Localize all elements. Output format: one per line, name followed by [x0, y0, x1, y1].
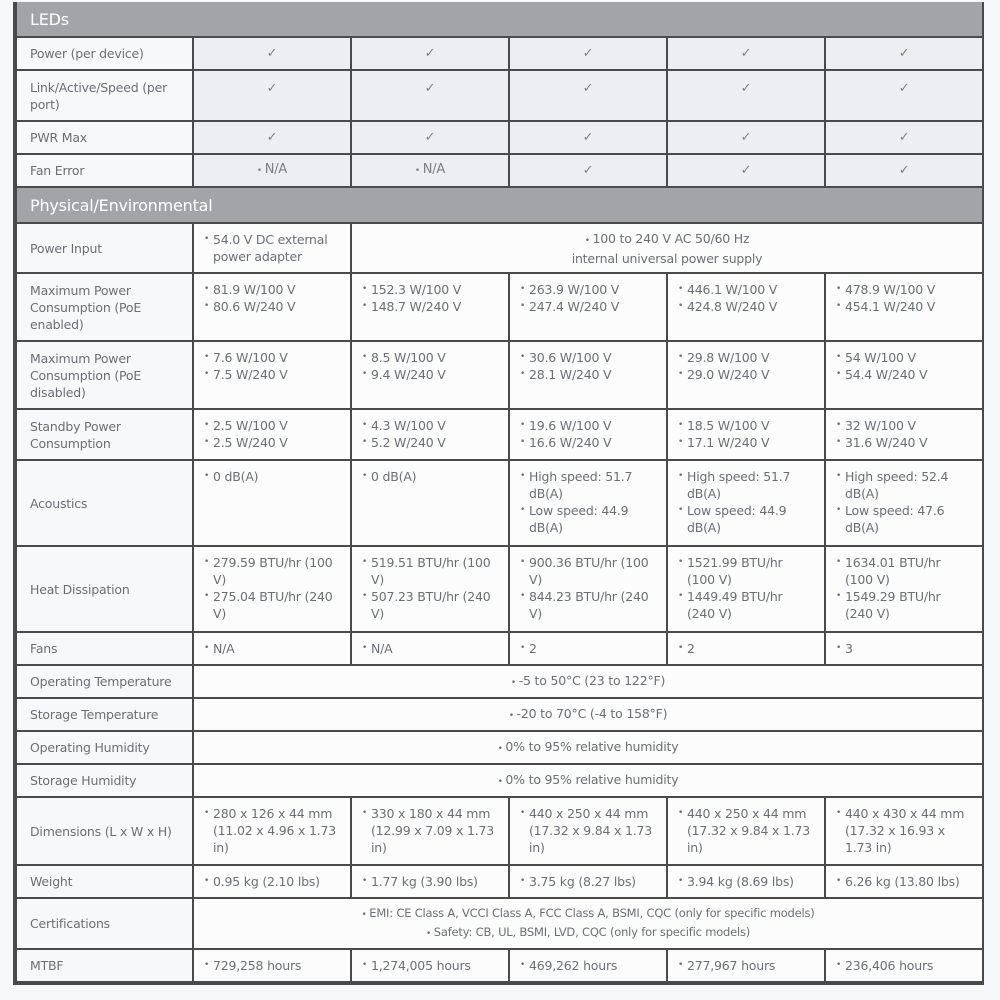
row-label: Maximum Power Consumption (PoE disabled): [16, 341, 193, 409]
spec-cell: [351, 632, 509, 665]
spec-row: [16, 797, 983, 865]
spec-row: [16, 949, 983, 982]
spec-value: • 440 x 250 x 44 mm (17.32 x 9.84 x 1.73 in): [680, 805, 814, 856]
row-label: Link/Active/Speed (per port): [16, 70, 193, 121]
spec-value: • 6.26 kg (13.80 lbs): [838, 873, 972, 890]
spec-value: • 31.6 W/240 V: [838, 434, 972, 451]
check-icon: ✓: [509, 121, 667, 154]
spec-value: • High speed: 51.7 dB(A): [680, 468, 814, 502]
check-icon: ✓: [667, 121, 825, 154]
spec-cell: [193, 546, 351, 632]
led-row: [16, 154, 983, 187]
spec-value: • 469,262 hours: [522, 957, 656, 974]
row-label: Operating Temperature: [16, 665, 193, 698]
spec-value: • 54 W/100 V: [838, 349, 972, 366]
spec-value: • 29.0 W/240 V: [680, 366, 814, 383]
row-label: Maximum Power Consumption (PoE enabled): [16, 273, 193, 341]
spec-value: • 440 x 430 x 44 mm (17.32 x 16.93 x 1.73 in): [838, 805, 972, 856]
row-label: Acoustics: [16, 460, 193, 546]
spec-cell: [351, 797, 509, 865]
spec-value: • 54.4 W/240 V: [838, 366, 972, 383]
spec-value: • 81.9 W/100 V: [206, 281, 340, 298]
row-label: Fan Error: [16, 154, 193, 187]
check-icon: ✓: [667, 70, 825, 121]
check-icon: ✓: [351, 37, 509, 70]
spec-cell: [825, 632, 983, 665]
spec-value: • 28.1 W/240 V: [522, 366, 656, 383]
spec-cell: [667, 273, 825, 341]
spec-cell: [351, 865, 509, 898]
spec-cell: [667, 865, 825, 898]
spec-row: [16, 460, 983, 546]
spec-value: • 7.6 W/100 V: [206, 349, 340, 366]
spec-cell: [667, 949, 825, 982]
check-icon: ✓: [193, 37, 351, 70]
spec-cell: [825, 797, 983, 865]
row-label: Power (per device): [16, 37, 193, 70]
spec-cell: [509, 797, 667, 865]
spec-cell: [193, 460, 351, 546]
spec-cell: [509, 273, 667, 341]
check-icon: ✓: [509, 70, 667, 121]
spec-cell: [193, 154, 351, 187]
spec-cell: [351, 223, 983, 273]
spec-row: [16, 764, 983, 797]
row-label: Power Input: [16, 223, 193, 273]
spec-value: • 9.4 W/240 V: [364, 366, 498, 383]
spec-cell: [825, 949, 983, 982]
check-icon: ✓: [825, 154, 983, 187]
spec-value: • Low speed: 47.6 dB(A): [838, 502, 972, 536]
spec-value: • Safety: CB, UL, BSMI, LVD, CQC (only for specific models): [194, 924, 982, 943]
spec-value: • 263.9 W/100 V: [522, 281, 656, 298]
spec-value: • -20 to 70°C (-4 to 158°F): [509, 706, 668, 721]
spec-cell: [193, 898, 983, 949]
spec-value: • N/A: [364, 640, 498, 657]
spec-value: • N/A: [257, 162, 287, 177]
spec-cell: [509, 546, 667, 632]
check-icon: ✓: [193, 121, 351, 154]
spec-cell: [351, 460, 509, 546]
spec-value: • 32 W/100 V: [838, 417, 972, 434]
spec-value: • 16.6 W/240 V: [522, 434, 656, 451]
spec-cell: [667, 797, 825, 865]
row-label: Certifications: [16, 898, 193, 949]
check-icon: ✓: [667, 37, 825, 70]
spec-value: • 3.94 kg (8.69 lbs): [680, 873, 814, 890]
spec-value: • High speed: 52.4 dB(A): [838, 468, 972, 502]
spec-cell: [667, 341, 825, 409]
spec-value: • 19.6 W/100 V: [522, 417, 656, 434]
spec-row: [16, 731, 983, 764]
spec-cell: [667, 546, 825, 632]
spec-row: [16, 632, 983, 665]
spec-value: • 729,258 hours: [206, 957, 340, 974]
row-label: Standby Power Consumption: [16, 409, 193, 460]
spec-value: • 1634.01 BTU/hr (100 V): [838, 554, 972, 588]
section-header-leds: LEDs: [16, 2, 983, 37]
spec-value: • N/A: [206, 640, 340, 657]
spec-value: • 1.77 kg (3.90 lbs): [364, 873, 498, 890]
row-label: Fans: [16, 632, 193, 665]
led-row: [16, 121, 983, 154]
spec-cell: [667, 632, 825, 665]
section-header-physical: Physical/Environmental: [16, 187, 983, 223]
spec-value: • 2.5 W/240 V: [206, 434, 340, 451]
spec-row: [16, 546, 983, 632]
spec-value: • 2.5 W/100 V: [206, 417, 340, 434]
check-icon: ✓: [351, 121, 509, 154]
spec-row: [16, 341, 983, 409]
spec-row: [16, 665, 983, 698]
spec-cell: [825, 460, 983, 546]
spec-cell: [193, 764, 983, 797]
check-icon: ✓: [825, 121, 983, 154]
spec-row: [16, 865, 983, 898]
spec-cell: [193, 865, 351, 898]
spec-table: [13, 2, 984, 985]
spec-value: internal universal power supply: [571, 250, 763, 266]
check-icon: ✓: [509, 154, 667, 187]
spec-value: • 440 x 250 x 44 mm (17.32 x 9.84 x 1.73 in): [522, 805, 656, 856]
spec-value: • 454.1 W/240 V: [838, 298, 972, 315]
check-icon: ✓: [193, 70, 351, 121]
spec-value: • 29.8 W/100 V: [680, 349, 814, 366]
spec-cell: [509, 632, 667, 665]
spec-cell: [193, 797, 351, 865]
check-icon: ✓: [667, 154, 825, 187]
spec-row: [16, 223, 983, 273]
spec-value: • -5 to 50°C (23 to 122°F): [511, 673, 665, 688]
spec-cell: [825, 409, 983, 460]
spec-cell: [667, 409, 825, 460]
spec-cell: [193, 632, 351, 665]
spec-value: • 30.6 W/100 V: [522, 349, 656, 366]
check-icon: ✓: [509, 37, 667, 70]
spec-value: • 279.59 BTU/hr (100 V): [206, 554, 340, 588]
check-icon: ✓: [351, 70, 509, 121]
spec-cell: [351, 546, 509, 632]
spec-cell: [351, 949, 509, 982]
spec-value: • EMI: CE Class A, VCCI Class A, FCC Class A, BSMI, CQC (only for specific models): [194, 905, 982, 924]
spec-value: • 478.9 W/100 V: [838, 281, 972, 298]
spec-value: • 0 dB(A): [364, 468, 498, 485]
spec-value: • 519.51 BTU/hr (100 V): [364, 554, 498, 588]
spec-value: • 844.23 BTU/hr (240 V): [522, 588, 656, 622]
led-row: [16, 70, 983, 121]
spec-value: • 100 to 240 V AC 50/60 Hz: [352, 230, 982, 250]
spec-value: • 2: [522, 640, 656, 657]
spec-cell: [825, 341, 983, 409]
spec-value: • 8.5 W/100 V: [364, 349, 498, 366]
spec-cell: [509, 949, 667, 982]
row-label: PWR Max: [16, 121, 193, 154]
spec-value: • 80.6 W/240 V: [206, 298, 340, 315]
spec-cell: [193, 698, 983, 731]
spec-value: • Low speed: 44.9 dB(A): [522, 502, 656, 536]
row-label: Storage Temperature: [16, 698, 193, 731]
spec-value: • 152.3 W/100 V: [364, 281, 498, 298]
spec-value: • 236,406 hours: [838, 957, 972, 974]
spec-value: • 0.95 kg (2.10 lbs): [206, 873, 340, 890]
spec-value: • 900.36 BTU/hr (100 V): [522, 554, 656, 588]
check-icon: ✓: [825, 37, 983, 70]
spec-row: [16, 898, 983, 949]
spec-cell: [825, 546, 983, 632]
spec-cell: [509, 409, 667, 460]
spec-value: • High speed: 51.7 dB(A): [522, 468, 656, 502]
spec-value: • 0% to 95% relative humidity: [498, 739, 679, 754]
spec-row: [16, 698, 983, 731]
spec-value: • 275.04 BTU/hr (240 V): [206, 588, 340, 622]
spec-cell: [351, 409, 509, 460]
spec-value: • 7.5 W/240 V: [206, 366, 340, 383]
spec-value: • 507.23 BTU/hr (240 V): [364, 588, 498, 622]
row-label: Heat Dissipation: [16, 546, 193, 632]
spec-value: • N/A: [415, 162, 445, 177]
spec-value: • 148.7 W/240 V: [364, 298, 498, 315]
spec-row: [16, 409, 983, 460]
spec-value: • 280 x 126 x 44 mm (11.02 x 4.96 x 1.73 in): [206, 805, 340, 856]
spec-value: • 1449.49 BTU/hr (240 V): [680, 588, 814, 622]
spec-value: • 330 x 180 x 44 mm (12.99 x 7.09 x 1.73 in): [364, 805, 498, 856]
spec-value: • 446.1 W/100 V: [680, 281, 814, 298]
spec-value: • 1521.99 BTU/hr (100 V): [680, 554, 814, 588]
spec-cell: [351, 273, 509, 341]
row-label: Dimensions (L x W x H): [16, 797, 193, 865]
spec-cell: [825, 273, 983, 341]
spec-cell: [667, 460, 825, 546]
led-row: [16, 37, 983, 70]
spec-value: • 0 dB(A): [206, 468, 340, 485]
spec-value: • 247.4 W/240 V: [522, 298, 656, 315]
spec-value: • 0% to 95% relative humidity: [498, 772, 679, 787]
spec-cell: [509, 865, 667, 898]
row-label: Storage Humidity: [16, 764, 193, 797]
spec-cell: [193, 731, 983, 764]
row-label: MTBF: [16, 949, 193, 982]
spec-cell: [509, 460, 667, 546]
spec-value: • 2: [680, 640, 814, 657]
spec-value: • 3.75 kg (8.27 lbs): [522, 873, 656, 890]
spec-value: • 54.0 V DC external power adapter: [206, 231, 340, 265]
spec-value: • 3: [838, 640, 972, 657]
spec-value: • 1,274,005 hours: [364, 957, 498, 974]
spec-cell: [351, 341, 509, 409]
spec-value: • Low speed: 44.9 dB(A): [680, 502, 814, 536]
spec-value: • 5.2 W/240 V: [364, 434, 498, 451]
spec-value: • 424.8 W/240 V: [680, 298, 814, 315]
spec-value: • 17.1 W/240 V: [680, 434, 814, 451]
spec-cell: [193, 409, 351, 460]
spec-cell: [193, 949, 351, 982]
spec-cell: [193, 665, 983, 698]
spec-cell: [193, 341, 351, 409]
spec-cell: [351, 154, 509, 187]
spec-cell: [509, 341, 667, 409]
row-label: Weight: [16, 865, 193, 898]
spec-cell: [825, 865, 983, 898]
spec-cell: [193, 273, 351, 341]
check-icon: ✓: [825, 70, 983, 121]
spec-row: [16, 273, 983, 341]
spec-value: • 277,967 hours: [680, 957, 814, 974]
spec-value: • 4.3 W/100 V: [364, 417, 498, 434]
row-label: Operating Humidity: [16, 731, 193, 764]
spec-value: • 1549.29 BTU/hr (240 V): [838, 588, 972, 622]
spec-value: • 18.5 W/100 V: [680, 417, 814, 434]
spec-cell: [193, 223, 351, 273]
